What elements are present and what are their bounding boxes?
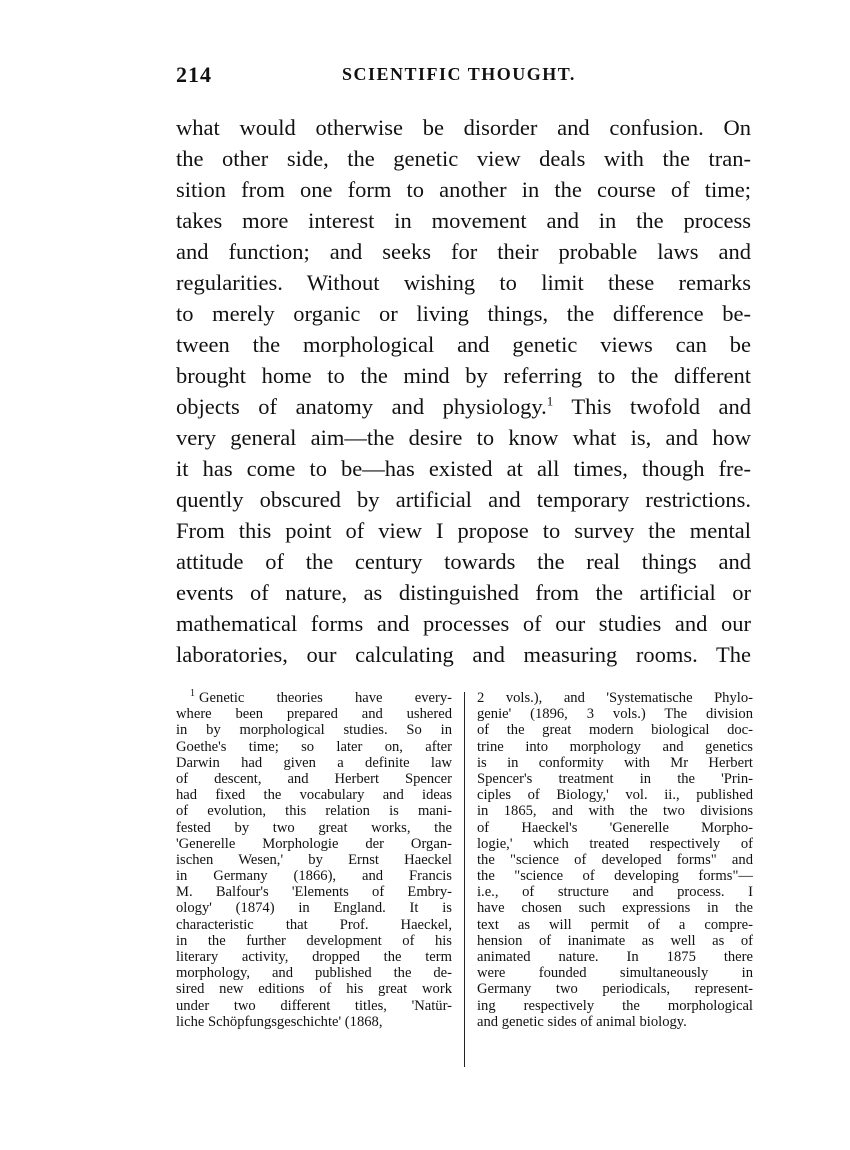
footnote-line: and genetic sides of animal biology.: [477, 1013, 687, 1030]
body-line: brought home to the mind by referring to the different: [176, 363, 751, 388]
footnote-line: ing respectively the morphological: [477, 997, 753, 1014]
body-line: it has come to be—has existed at all times, though fre-: [176, 456, 751, 481]
footnote-line: in by morphological studies. So in: [176, 722, 452, 739]
footnote-line: of descent, and Herbert Spencer: [176, 770, 452, 787]
footnote-line: in 1865, and with the two divisions: [477, 803, 753, 820]
footnote-column-right: [477, 690, 753, 1030]
body-line: regularities. Without wishing to limit these remarks: [176, 270, 751, 295]
footnote-line: of Haeckel's 'Generelle Morpho-: [477, 819, 753, 836]
body-line-tail: This twofold and: [553, 394, 752, 419]
footnote-line: M. Balfour's 'Elements of Embry-: [176, 884, 452, 901]
page-header: [176, 62, 751, 92]
footnote-line: had fixed the vocabulary and ideas: [176, 787, 452, 804]
body-line: the other side, the genetic view deals with the tran-: [176, 146, 751, 171]
footnote-line: characteristic that Prof. Haeckel,: [176, 916, 452, 933]
footnotes: [176, 690, 753, 1080]
body-line: quently obscured by artificial and temporary restrictions.: [176, 487, 751, 512]
body-text: [176, 112, 751, 670]
footnote-line: genie' (1896, 3 vols.) The division: [477, 706, 753, 723]
footnote-line: Spencer's treatment in the 'Prin-: [477, 770, 753, 787]
footnote-line: Darwin had given a definite law: [176, 754, 452, 771]
footnote-line: in the further development of his: [176, 932, 452, 949]
body-line-head: objects of anatomy and physiology.: [176, 394, 547, 419]
column-divider: [464, 692, 465, 1067]
footnote-reference[interactable]: 1: [546, 393, 554, 409]
body-line: takes more interest in movement and in the process: [176, 208, 751, 233]
footnote-line: of evolution, this relation is mani-: [176, 803, 452, 820]
footnote-line: morphology, and published the de-: [176, 965, 452, 982]
footnote-line: text as will permit of a compre-: [477, 916, 753, 933]
footnote-line: [176, 690, 452, 706]
body-line: very general aim—the desire to know what is, and how: [176, 425, 751, 450]
footnote-line: is in conformity with Mr Herbert: [477, 754, 753, 771]
footnote-line: fested by two great works, the: [176, 819, 452, 836]
body-line: and function; and seeks for their probable laws and: [176, 239, 751, 264]
footnote-line: hension of inanimate as well as of: [477, 932, 753, 949]
footnote-line: Germany two periodicals, represent-: [477, 981, 753, 998]
footnote-line: animated nature. In 1875 there: [477, 949, 753, 965]
footnote-line: have chosen such expressions in the: [477, 900, 753, 917]
footnote-line: sired new editions of his great work: [176, 981, 452, 998]
running-head: SCIENTIFIC THOUGHT.: [342, 64, 576, 84]
body-line: attitude of the century towards the real things and: [176, 549, 751, 574]
footnote-line: of the great modern biological doc-: [477, 722, 753, 739]
footnote-line: 2 vols.), and 'Systematische Phylo-: [477, 690, 753, 706]
footnote-line: under two different titles, 'Natür-: [176, 997, 452, 1014]
footnote-line: liche Schöpfungsgeschichte' (1868,: [176, 1013, 383, 1030]
footnote-line: trine into morphology and genetics: [477, 738, 753, 755]
footnote-line-text: Genetic theories have every-: [199, 690, 452, 706]
body-line: sition from one form to another in the course of time;: [176, 177, 751, 202]
footnote-line: ischen Wesen,' by Ernst Haeckel: [176, 851, 452, 868]
footnote-line: where been prepared and ushered: [176, 706, 452, 723]
footnote-line: ology' (1874) in England. It is: [176, 900, 452, 917]
body-line: what would otherwise be disorder and confusion. On: [176, 115, 751, 140]
body-line: events of nature, as distinguished from the artificial or: [176, 580, 751, 605]
body-line-with-footnote-ref: [176, 391, 751, 422]
body-line: laboratories, our calculating and measuring rooms. The: [176, 642, 751, 667]
body-line: tween the morphological and genetic views can be: [176, 332, 751, 357]
footnote-line: logie,' which treated respectively of: [477, 835, 753, 852]
page-number: 214: [176, 62, 212, 87]
footnote-line: the "science of developed forms" and: [477, 851, 753, 868]
body-line: From this point of view I propose to survey the mental: [176, 518, 751, 543]
footnote-line: i.e., of structure and process. I: [477, 884, 753, 901]
footnote-line: the "science of developing forms"—: [477, 868, 753, 885]
footnote-line: Goethe's time; so later on, after: [176, 738, 452, 755]
footnote-marker: 1: [190, 688, 195, 700]
footnote-line: were founded simultaneously in: [477, 965, 753, 982]
footnote-line: ciples of Biology,' vol. ii., published: [477, 787, 753, 804]
footnote-column-left: [176, 690, 452, 1030]
body-line: mathematical forms and processes of our studies and our: [176, 611, 751, 636]
footnote-line: literary activity, dropped the term: [176, 949, 452, 965]
body-line: to merely organic or living things, the difference be-: [176, 301, 751, 326]
footnote-line: 'Generelle Morphologie der Organ-: [176, 835, 452, 852]
footnote-line: in Germany (1866), and Francis: [176, 868, 452, 885]
